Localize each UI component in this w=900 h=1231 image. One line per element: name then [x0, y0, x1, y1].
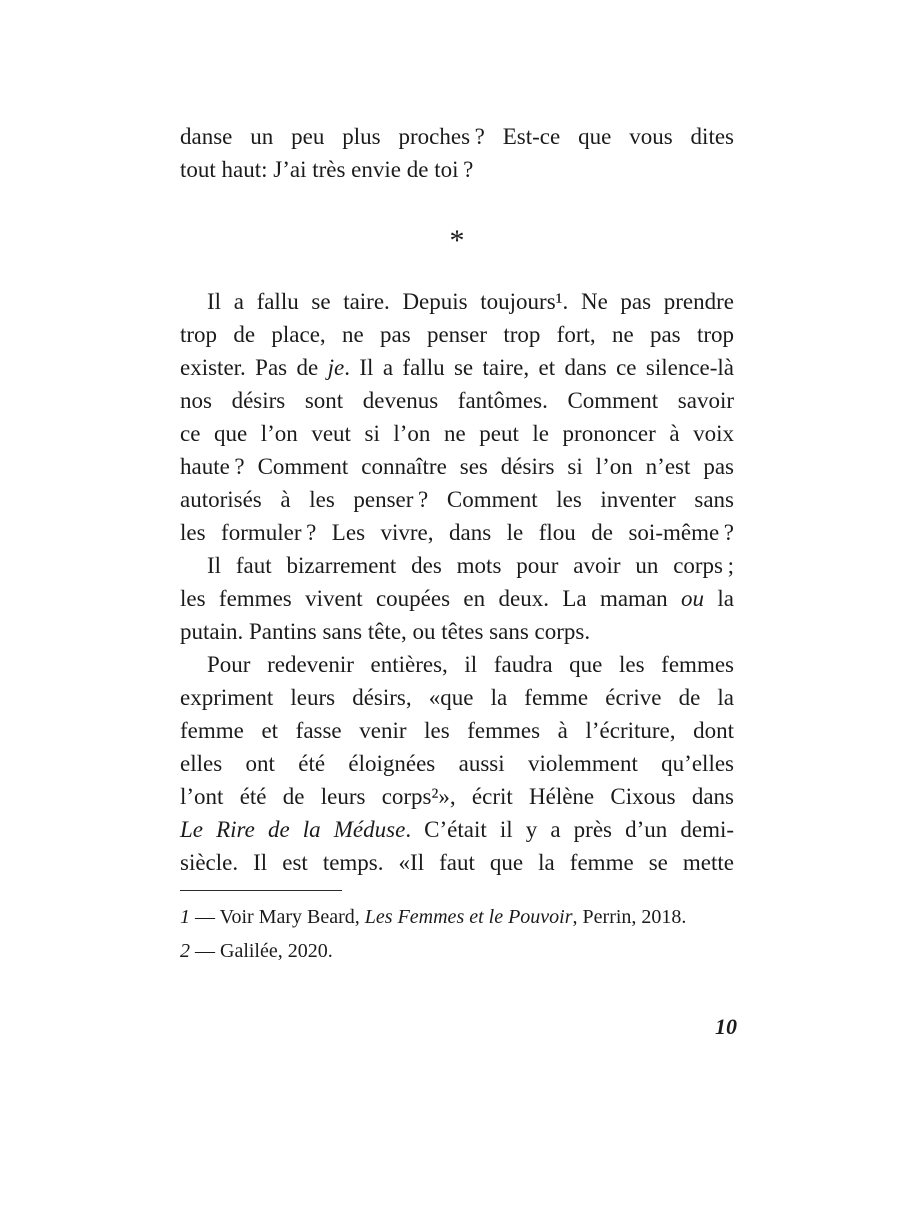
text-segment: haute ? Comment connaître ses désirs si l’on n’est pas [180, 454, 734, 479]
section-separator [180, 186, 734, 285]
text-line [180, 516, 734, 549]
text-segment: trop de place, ne pas penser trop fort, ne pas trop [180, 322, 735, 347]
text-line [180, 900, 734, 934]
text-line [180, 351, 734, 384]
text-segment: les formuler ? Les vivre, dans le flou de soi-même ? [180, 520, 734, 545]
line-text [180, 454, 734, 479]
line-text [180, 157, 473, 182]
text-segment: ce que l’on veut si l’on ne peut le prononcer à voix [180, 421, 734, 446]
text-segment: putain. Pantins sans tête, ou têtes sans corps. [180, 619, 591, 644]
text-line [180, 813, 734, 846]
text-line [180, 417, 734, 450]
text-segment: expriment leurs désirs, «que la femme écrive de la [180, 685, 734, 710]
text-segment: tout haut: J’ai très envie de toi ? [180, 157, 474, 182]
paragraph-opening [180, 120, 734, 186]
line-text [180, 520, 734, 545]
italic-text: ou [681, 586, 705, 611]
line-text [180, 619, 590, 644]
line-text [180, 817, 734, 842]
asterisk-glyph: * [449, 224, 465, 257]
italic-text: je [327, 355, 345, 380]
paragraph-il-faut [180, 549, 734, 648]
line-text [180, 421, 734, 446]
text-line [180, 681, 734, 714]
text-line [180, 384, 734, 417]
text-line [180, 747, 734, 780]
text-block [180, 120, 734, 968]
line-text [180, 388, 734, 413]
line-text [180, 487, 734, 512]
text-segment: l’ont été de leurs corps²», écrit Hélène Cixous dans [180, 784, 734, 809]
text-segment: elles ont été éloignées aussi violemment qu’elles [180, 751, 734, 776]
line-text [180, 685, 734, 710]
text-segment: exister. Pas de [180, 355, 328, 380]
line-text [180, 906, 686, 928]
text-segment: Il faut bizarrement des mots pour avoir un corps ; [207, 553, 735, 578]
text-line [180, 780, 734, 813]
text-line [180, 285, 734, 318]
text-line [180, 648, 734, 681]
text-line [180, 483, 734, 516]
text-line [180, 120, 734, 153]
text-segment: la [704, 586, 735, 611]
text-segment: Pour redevenir entières, il faudra que les femmes [207, 652, 734, 677]
text-segment: autorisés à les penser ? Comment les inventer sans [180, 487, 734, 512]
line-text [180, 850, 734, 875]
line-text [180, 784, 734, 809]
text-line [180, 153, 734, 186]
text-line [180, 450, 734, 483]
line-text [180, 718, 734, 743]
line-text [180, 355, 734, 380]
line-text [180, 586, 734, 611]
text-line [180, 549, 734, 582]
text-segment: Il a fallu se taire. Depuis toujours¹. Ne pas prendre [207, 289, 734, 314]
text-segment: nos désirs sont devenus fantômes. Comment savoir [180, 388, 734, 413]
text-segment: , Perrin, 2018. [572, 906, 687, 928]
line-text [180, 751, 734, 776]
line-text [180, 322, 734, 347]
italic-text: 2 [180, 940, 190, 962]
text-segment: — Voir Mary Beard, [190, 906, 365, 928]
text-line [180, 318, 734, 351]
text-line [180, 714, 734, 747]
text-line [180, 615, 734, 648]
text-segment: . Il a fallu se taire, et dans ce silence-là [344, 355, 734, 380]
paragraph-il-a-fallu [180, 285, 734, 549]
line-text [207, 652, 734, 677]
line-text [207, 289, 734, 314]
text-segment: danse un peu plus proches ? Est-ce que vous dites [180, 124, 734, 149]
text-line [180, 582, 734, 615]
italic-text: Le Rire de la Méduse [180, 817, 406, 842]
line-text [180, 124, 734, 149]
footnote-1 [180, 900, 734, 934]
line-text [180, 940, 333, 962]
italic-text: Les Femmes et le Pouvoir [364, 906, 573, 928]
line-text [207, 553, 734, 578]
text-segment: siècle. Il est temps. «Il faut que la femme se mette [180, 850, 734, 875]
paragraph-pour-redevenir [180, 648, 734, 879]
text-segment: . C’était il y a près d’un demi- [405, 817, 735, 842]
footnote-2 [180, 934, 734, 968]
italic-text: 1 [180, 906, 190, 928]
text-line [180, 846, 734, 879]
text-segment: les femmes vivent coupées en deux. La maman [180, 586, 682, 611]
text-segment: — Galilée, 2020. [190, 940, 333, 962]
footnote-rule [180, 890, 342, 891]
footnotes [180, 890, 734, 968]
text-line [180, 934, 734, 968]
page-number: 10 [715, 1014, 737, 1039]
text-segment: femme et fasse venir les femmes à l’écriture, dont [180, 718, 735, 743]
